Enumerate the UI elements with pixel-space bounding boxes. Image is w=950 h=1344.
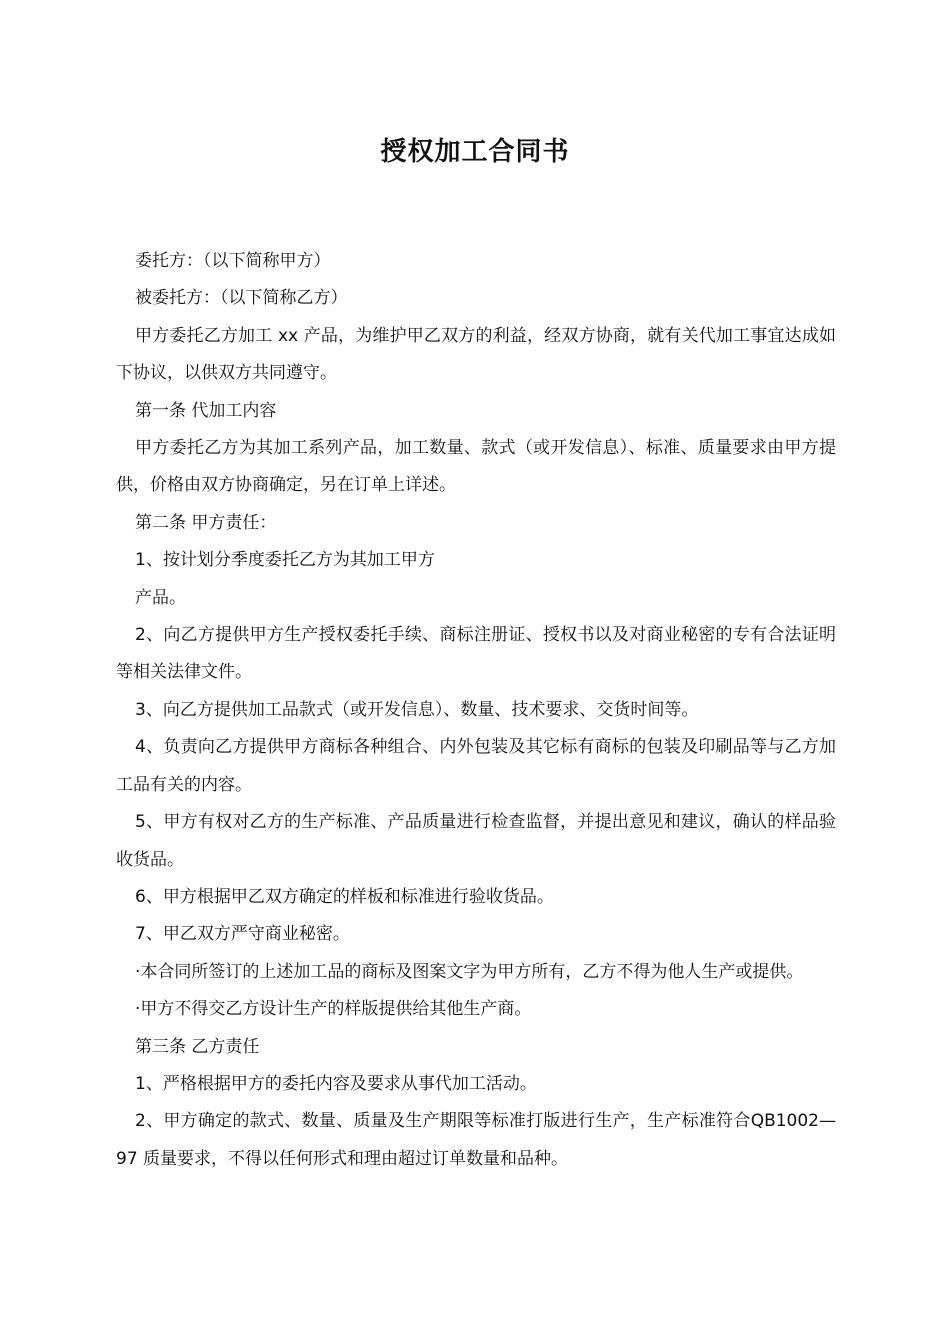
article-2-item-3: 3、向乙方提供加工品款式（或开发信息）、数量、技术要求、交货时间等。 (135, 699, 699, 720)
party-b-line: 被委托方：（以下简称乙方） (135, 288, 348, 309)
article-3-item-2: 2、甲方确定的款式、数量、质量及生产期限等标准打版进行生产，生产标准符合QB1002—97 质量要求，不得以任何形式和理由超过订单数量和品种。 (116, 1111, 836, 1169)
article-2-item-1: 1、按计划分季度委托乙方为其加工甲方 (135, 550, 435, 571)
article-2-heading: 第二条 甲方责任： (135, 512, 277, 533)
article-1-paragraph: 甲方委托乙方为其加工系列产品，加工数量、款式（或开发信息）、标准、质量要求由甲方提供，价格由双方协商确定，另在订单上详述。 (116, 438, 836, 496)
article-3-heading: 第三条 乙方责任 (135, 1036, 260, 1057)
article-2-item-2: 2、向乙方提供甲方生产授权委托手续、商标注册证、授权书以及对商业秘密的专有合法证明等相关法律文件。 (116, 625, 836, 683)
bullet-trademark-ownership: ·本合同所签订的上述加工品的商标及图案文字为甲方所有，乙方不得为他人生产或提供。 (135, 961, 804, 982)
article-2-item-6: 6、甲方根据甲乙双方确定的样板和标准进行验收货品。 (135, 886, 554, 907)
article-1-heading: 第一条 代加工内容 (135, 400, 277, 421)
article-2-item-5: 5、甲方有权对乙方的生产标准、产品质量进行检查监督，并提出意见和建议，确认的样品验收货品。 (116, 812, 836, 870)
article-2-item-1-continued: 产品。 (135, 587, 186, 608)
article-2-item-4: 4、负责向乙方提供甲方商标各种组合、内外包装及其它标有商标的包装及印刷品等与乙方加工品有关的内容。 (116, 737, 836, 795)
party-a-line: 委托方：（以下简称甲方） (135, 251, 331, 271)
bullet-sample-restriction: ·甲方不得交乙方设计生产的样版提供给其他生产商。 (135, 999, 532, 1020)
document-title: 授权加工合同书 (380, 137, 570, 167)
article-2-item-7: 7、甲乙双方严守商业秘密。 (135, 924, 350, 945)
document-body (116, 243, 836, 1178)
intro-paragraph: 甲方委托乙方加工 xx 产品，为维护甲乙双方的利益，经双方协商，就有关代加工事宜达成如下协议，以供双方共同遵守。 (116, 325, 836, 384)
article-3-item-1: 1、严格根据甲方的委托内容及要求从事代加工活动。 (135, 1073, 537, 1094)
